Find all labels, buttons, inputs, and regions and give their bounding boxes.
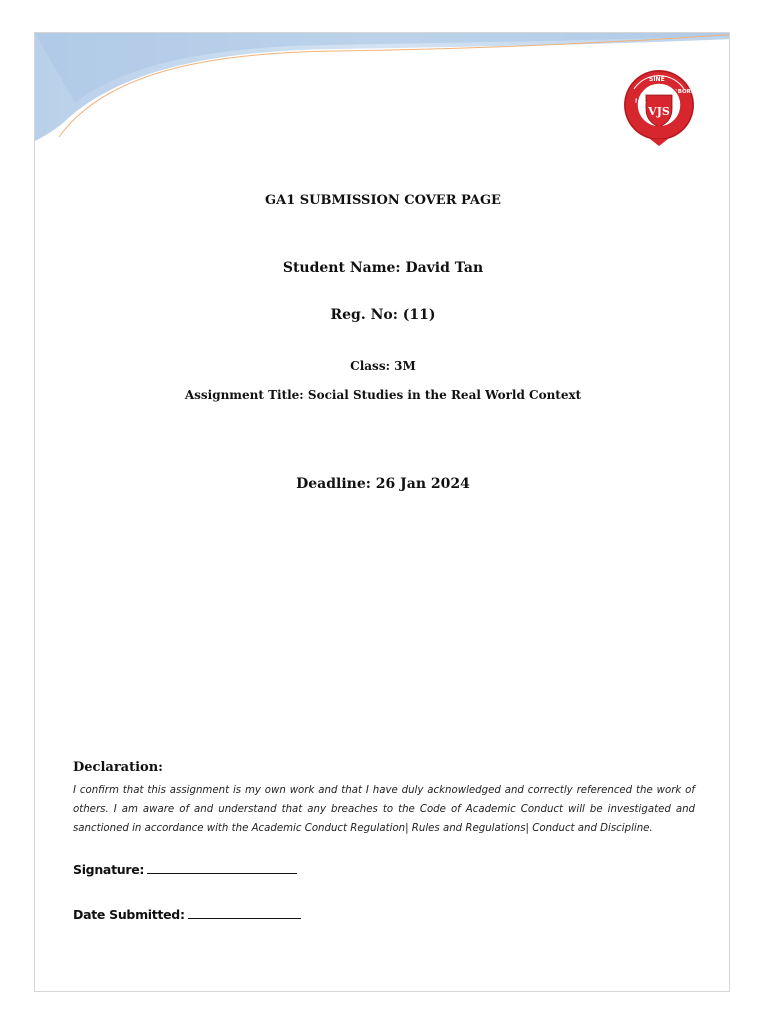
svg-text:VJS: VJS bbox=[648, 105, 670, 118]
signature-field bbox=[73, 861, 297, 877]
assignment-title: Assignment Title: Social Studies in the Real World Context bbox=[184, 388, 582, 402]
signature-line bbox=[147, 861, 297, 874]
school-crest-logo bbox=[620, 67, 698, 147]
registration-number: Reg. No: (11) bbox=[330, 307, 436, 323]
student-name: Student Name: David Tan bbox=[282, 260, 484, 276]
declaration-text: I confirm that this assignment is my own work and that I have duly acknowledged and correctly referenced the work of others. I am aware of and understand that any breaches to the Code of Academic Conduct will be investigated and sanctioned in accordance with the Academic Conduct Regulation| Rules and Regulations| Conduct and Discipline. bbox=[73, 785, 695, 834]
class-label: Class: 3M bbox=[350, 359, 416, 373]
svg-text:LABORE: LABORE bbox=[670, 89, 695, 95]
svg-text:SINE: SINE bbox=[649, 76, 665, 83]
signature-label: Signature: bbox=[73, 862, 145, 877]
date-submitted-field bbox=[73, 906, 301, 922]
date-submitted-line bbox=[188, 906, 301, 919]
svg-text:NIL: NIL bbox=[635, 98, 647, 105]
date-submitted-label: Date Submitted: bbox=[73, 907, 185, 922]
cover-page-title: GA1 SUBMISSION COVER PAGE bbox=[265, 193, 501, 208]
document-page bbox=[34, 32, 730, 992]
deadline: Deadline: 26 Jan 2024 bbox=[296, 476, 470, 492]
declaration-heading: Declaration: bbox=[73, 760, 163, 775]
